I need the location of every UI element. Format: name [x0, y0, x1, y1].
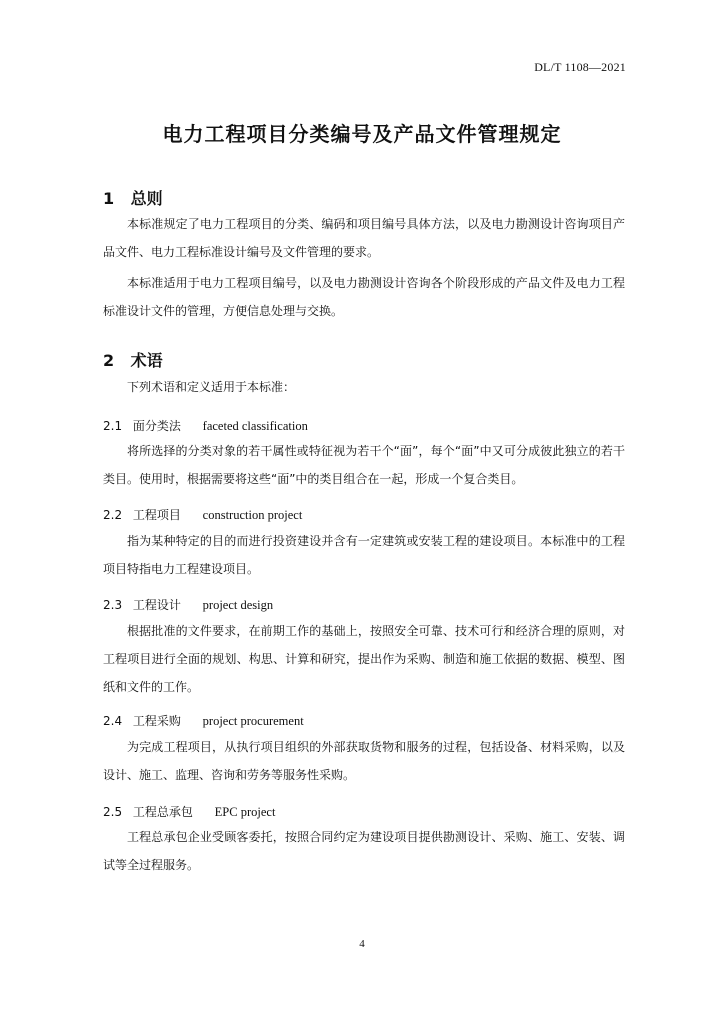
term-definition: 工程总承包企业受顾客委托，按照合同约定为建设项目提供勘测设计、采购、施工、安装、调试等全过程服务。: [103, 830, 625, 872]
term-heading-faceted-classification: [103, 417, 308, 434]
section-heading-general: [103, 186, 163, 209]
term-definition: 为完成工程项目，从执行项目组织的外部获取货物和服务的过程，包括设备、材料采购，以及设计、施工、监理、咨询和劳务等服务性采购。: [103, 740, 625, 782]
term-number: 2.3: [103, 598, 123, 612]
term-english: project design: [202, 598, 274, 612]
term-english: EPC project: [214, 805, 276, 819]
term-chinese: 工程设计: [132, 598, 181, 612]
section-number: 1: [103, 189, 115, 208]
term-definition: 根据批准的文件要求，在前期工作的基础上，按照安全可靠、技术可行和经济合理的原则，对工程项目进行全面的规划、构思、计算和研究，提出作为采购、制造和施工依据的数据、模型、图纸和文件的工作。: [103, 624, 625, 694]
term-heading-epc-project: [103, 803, 275, 820]
section-title: 术语: [130, 351, 163, 370]
term-number: 2.2: [103, 508, 123, 522]
term-chinese: 面分类法: [132, 419, 181, 433]
term-english: project procurement: [202, 714, 304, 728]
term-english: faceted classification: [202, 419, 308, 433]
document-title: 电力工程项目分类编号及产品文件管理规定: [162, 122, 562, 146]
term-number: 2.5: [103, 805, 123, 819]
term-definition: 将所选择的分类对象的若干属性或特征视为若干个“面”，每个“面”中又可分成彼此独立的若干类目。使用时，根据需要将这些“面”中的类目组合在一起，形成一个复合类目。: [103, 444, 625, 486]
page-number: 4: [359, 938, 365, 950]
section-number: 2: [103, 351, 115, 370]
paragraph-scope: 本标准规定了电力工程项目的分类、编码和项目编号具体方法，以及电力勘测设计咨询项目产品文件、电力工程标准设计编号及文件管理的要求。: [103, 217, 625, 259]
term-number: 2.4: [103, 714, 123, 728]
term-definition: 指为某种特定的目的而进行投资建设并含有一定建筑或安装工程的建设项目。本标准中的工程项目特指电力工程建设项目。: [103, 534, 625, 576]
term-chinese: 工程采购: [132, 714, 181, 728]
term-heading-project-procurement: [103, 712, 304, 729]
term-chinese: 工程总承包: [132, 805, 193, 819]
terms-intro: 下列术语和定义适用于本标准：: [127, 380, 296, 394]
term-heading-project-design: [103, 596, 273, 613]
standard-code: DL/T 1108—2021: [534, 60, 626, 74]
term-number: 2.1: [103, 419, 123, 433]
term-heading-construction-project: [103, 506, 302, 523]
term-chinese: 工程项目: [132, 508, 181, 522]
section-title: 总则: [130, 189, 163, 208]
section-heading-terms: [103, 348, 163, 371]
paragraph-applicability: 本标准适用于电力工程项目编号，以及电力勘测设计咨询各个阶段形成的产品文件及电力工程标准设计文件的管理，方便信息处理与交换。: [103, 276, 625, 318]
term-english: construction project: [202, 508, 303, 522]
